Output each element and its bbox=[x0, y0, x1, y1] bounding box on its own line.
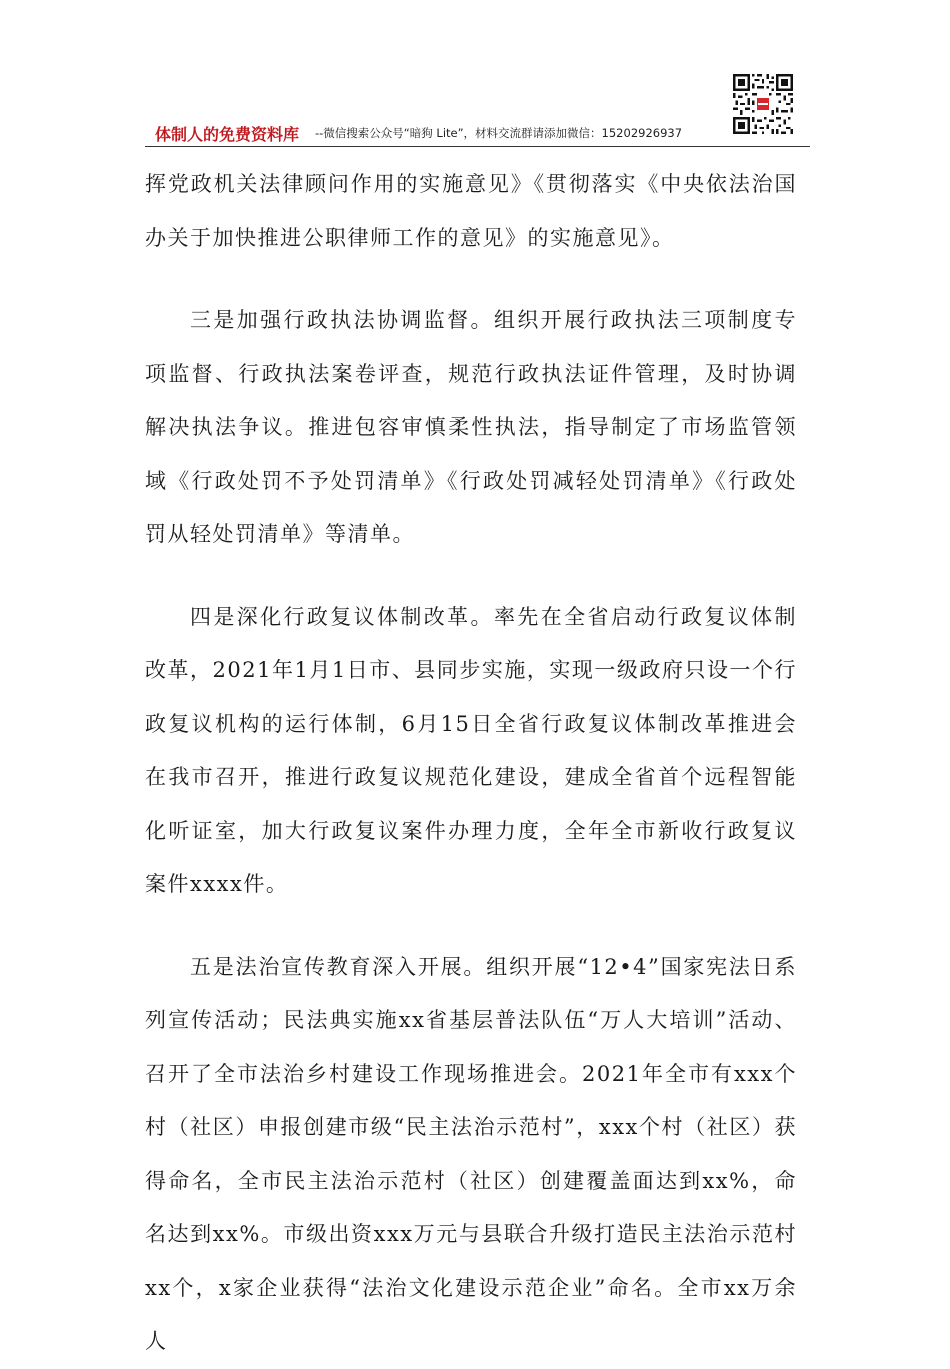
header-brand: 体制人的免费资料库 bbox=[155, 125, 300, 144]
paragraph-4: 四是深化行政复议体制改革。率先在全省启动行政复议体制改革，2021年1月1日市、县同步实施，实现一级政府只设一个行政复议机构的运行体制，6月15日全省行政复议体制改革推进会在我市召开，推进行政复议规范化建设，建成全省首个远程智能化听证室，加大行政复议案件办理力度，全年全市新收行政复议案件xxxx件。 bbox=[145, 604, 797, 896]
header-divider bbox=[145, 146, 810, 147]
document-body bbox=[145, 158, 797, 1369]
paragraph-5: 五是法治宣传教育深入开展。组织开展“12•4”国家宪法日系列宣传活动；民法典实施xx省基层普法队伍“万人大培训”活动、召开了全市法治乡村建设工作现场推进会。2021年全市有xxx个村（社区）申报创建市级“民主法治示范村”，xxx个村（社区）获得命名，全市民主法治示范村（社区）创建覆盖面达到xx%，命名达到xx%。市级出资xxx万元与县联合升级打造民主法治示范村xx个，x家企业获得“法治文化建设示范企业”命名。全市xx万余人 bbox=[145, 954, 797, 1353]
page-header bbox=[145, 118, 815, 148]
paragraph-continuation: 挥党政机关法律顾问作用的实施意见》《贯彻落实《中央依法治国办关于加快推进公职律师工作的意见》的实施意见》。 bbox=[145, 172, 797, 250]
header-tagline: --微信搜索公众号“暗狗 Lite”，材料交流群请添加微信：15202926937 bbox=[315, 126, 683, 140]
paragraph-3: 三是加强行政执法协调监督。组织开展行政执法三项制度专项监督、行政执法案卷评查，规范行政执法证件管理，及时协调解决执法争议。推进包容审慎柔性执法，指导制定了市场监管领域《行政处罚不予处罚清单》《行政处罚减轻处罚清单》《行政处罚从轻处罚清单》等清单。 bbox=[145, 308, 797, 546]
